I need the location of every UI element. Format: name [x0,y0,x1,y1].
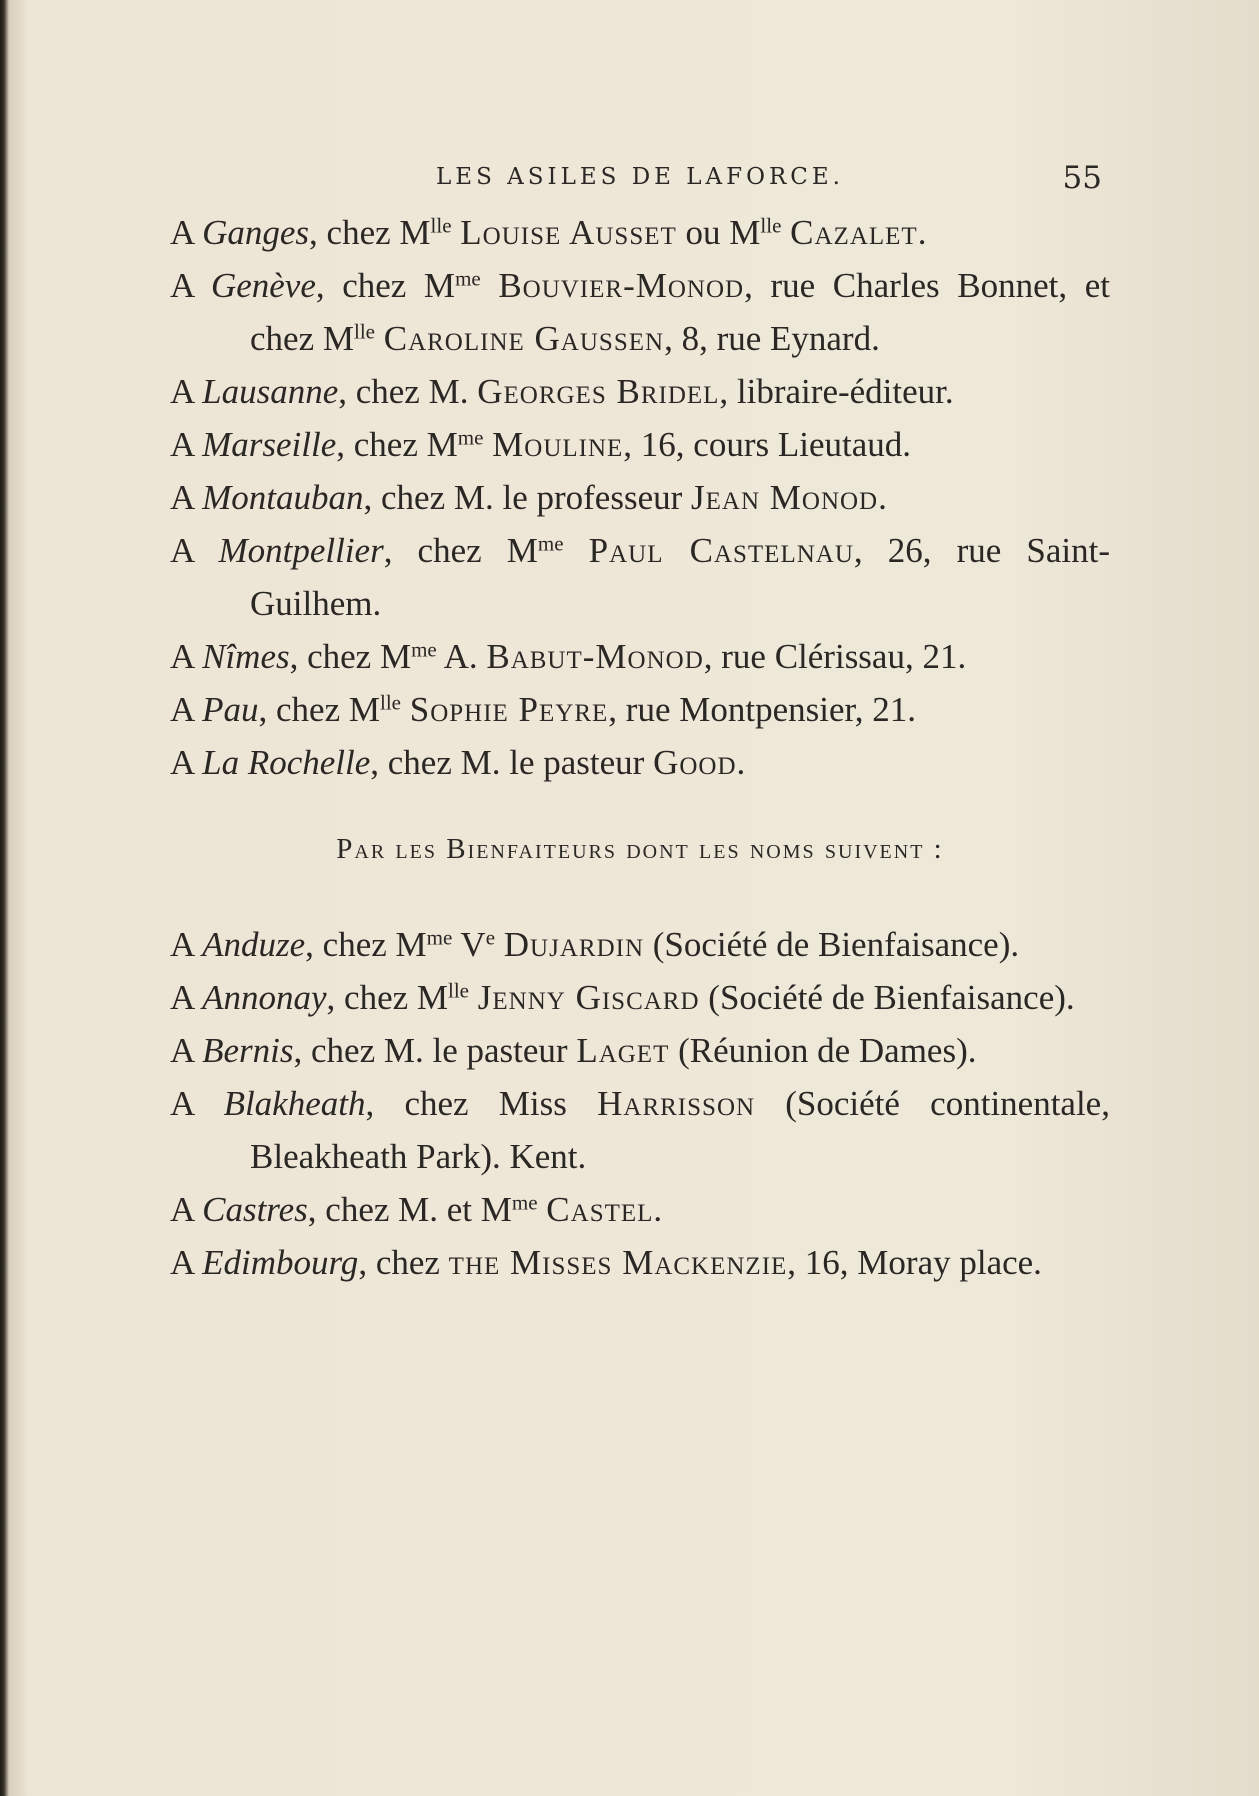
entry-text: . [878,478,887,517]
person-name: Cazalet [790,213,918,252]
entry-text: , 16, cours Lieutaud. [623,425,912,464]
title-superscript: me [411,637,437,662]
city-name: Nîmes [202,637,290,676]
person-name: Jenny Giscard [477,978,700,1017]
city-name: Anduze [202,925,306,964]
entry-prefix: A [170,743,203,782]
person-name: Laget [576,1031,670,1070]
entry-text: (Réunion de Dames). [669,1031,977,1070]
entry-prefix: A [170,1031,203,1070]
list-item [170,1077,1110,1183]
entry-text: . [736,743,746,782]
title-superscript: lle [353,319,375,344]
list-item [170,918,1110,971]
entry-text: , rue Montpensier, 21. [608,690,916,729]
title-superscript: lle [448,978,470,1003]
entry-text: A. [436,637,487,676]
city-name: Marseille [202,425,337,464]
entry-prefix: A [170,1243,203,1282]
entry-prefix: A [170,1190,203,1229]
list-item [170,206,1110,259]
entry-text [564,531,589,570]
entry-prefix: A [170,425,203,464]
list-item [170,524,1110,630]
title-superscript: me [426,925,453,950]
entry-text: ou M [676,213,761,252]
entry-text: . [653,1190,663,1229]
list-item [170,1183,1110,1236]
city-name: Ganges [202,213,310,252]
entry-text: , chez M. le professeur [363,478,692,517]
title-superscript: lle [430,213,452,238]
city-name: Edimbourg [202,1243,359,1282]
person-name: the Misses Mackenzie [448,1243,788,1282]
city-name: Bernis [202,1031,294,1070]
entry-prefix: A [170,925,203,964]
entry-text: , rue Charles Bonnet, et chez M [250,266,1110,358]
list-item [170,1236,1110,1289]
entry-text: , chez M [315,266,456,305]
person-name: Bouvier-Monod [498,266,745,305]
person-name: Jean Monod [691,478,879,517]
entry-text [538,1190,547,1229]
entry-text: , rue Clérissau, 21. [703,637,967,676]
entry-prefix: A [170,637,203,676]
list-item [170,1024,1110,1077]
title-superscript: me [457,425,484,450]
running-head [170,160,1110,200]
entry-prefix: A [170,478,203,517]
entry-text [483,425,492,464]
entry-text: , chez M [326,978,449,1017]
page-number: 55 [1062,160,1102,196]
person-name: Paul Castelnau [588,531,854,570]
person-name: Castel [546,1190,654,1229]
section-heading: Par les Bienfaiteurs dont les noms suivent : [336,833,944,865]
entry-prefix: A [170,372,203,411]
person-name: Dujardin [503,925,645,964]
entry-prefix: A [170,531,219,570]
depot-list [170,206,1110,789]
list-item [170,418,1110,471]
entry-text [452,213,461,252]
person-name: Good [653,743,737,782]
person-name: Caroline Gaussen [383,319,665,358]
entry-text: V [452,925,486,964]
entry-text: , chez M [383,531,538,570]
entry-text: , chez M. [338,372,478,411]
list-item [170,365,1110,418]
title-superscript: me [455,266,481,291]
person-name: Sophie Peyre [409,690,609,729]
entry-text: (Société de Bienfaisance). [699,978,1075,1017]
entry-text: , 8, rue Eynard. [664,319,880,358]
city-name: Pau [202,690,259,729]
city-name: Annonay [202,978,327,1017]
entry-text [481,266,499,305]
list-item [170,971,1110,1024]
entry-text: , 26, rue Saint-Guilhem. [250,531,1110,623]
entry-text: , chez M [305,925,427,964]
entry-text: , chez M [309,213,431,252]
entry-prefix: A [170,1084,224,1123]
list-item [170,471,1110,524]
entry-text: , chez M. le pasteur [370,743,654,782]
city-name: Genève [210,266,316,305]
list-item [170,259,1110,365]
city-name: Lausanne [202,372,339,411]
entry-text: (Société continentale, Bleakheath Park). Kent. [250,1084,1110,1176]
city-name: Blakheath [223,1084,366,1123]
title-superscript: me [511,1190,538,1215]
entry-text [495,925,504,964]
entry-text [469,978,478,1017]
entry-text: , chez M. et M [307,1190,512,1229]
page-content [170,206,1110,1289]
entry-text: , chez M [258,690,380,729]
title-superscript: e [485,925,496,950]
entry-text [375,319,384,358]
entry-text: , chez M [336,425,458,464]
person-name: Babut-Monod [486,637,704,676]
city-name: Castres [202,1190,308,1229]
entry-text: , chez M [289,637,412,676]
entry-text: , chez Miss [365,1084,598,1123]
entry-text [781,213,790,252]
list-item [170,736,1110,789]
entry-text: , 16, Moray place. [787,1243,1042,1282]
title-superscript: me [537,531,564,556]
entry-text [401,690,410,729]
entry-text: , chez M. le pasteur [293,1031,577,1070]
entry-text: , libraire-éditeur. [719,372,954,411]
entry-prefix: A [170,978,203,1017]
person-name: Georges Bridel [477,372,720,411]
entry-prefix: A [170,213,203,252]
entry-text: (Société de Bienfaisance). [644,925,1020,964]
city-name: Montpellier [218,531,384,570]
list-item [170,630,1110,683]
person-name: Mouline [492,425,624,464]
benefactor-list [170,918,1110,1289]
entry-text: . [917,213,927,252]
city-name: La Rochelle [202,743,371,782]
entry-prefix: A [170,690,203,729]
person-name: Harrisson [597,1084,756,1123]
list-item [170,683,1110,736]
city-name: Montauban [202,478,364,517]
person-name: Louise Ausset [460,213,677,252]
entry-prefix: A [170,266,211,305]
entry-text: , chez [358,1243,449,1282]
title-superscript: lle [379,690,401,715]
running-title: LES ASILES DE LAFORCE. [436,164,844,190]
title-superscript: lle [760,213,782,238]
